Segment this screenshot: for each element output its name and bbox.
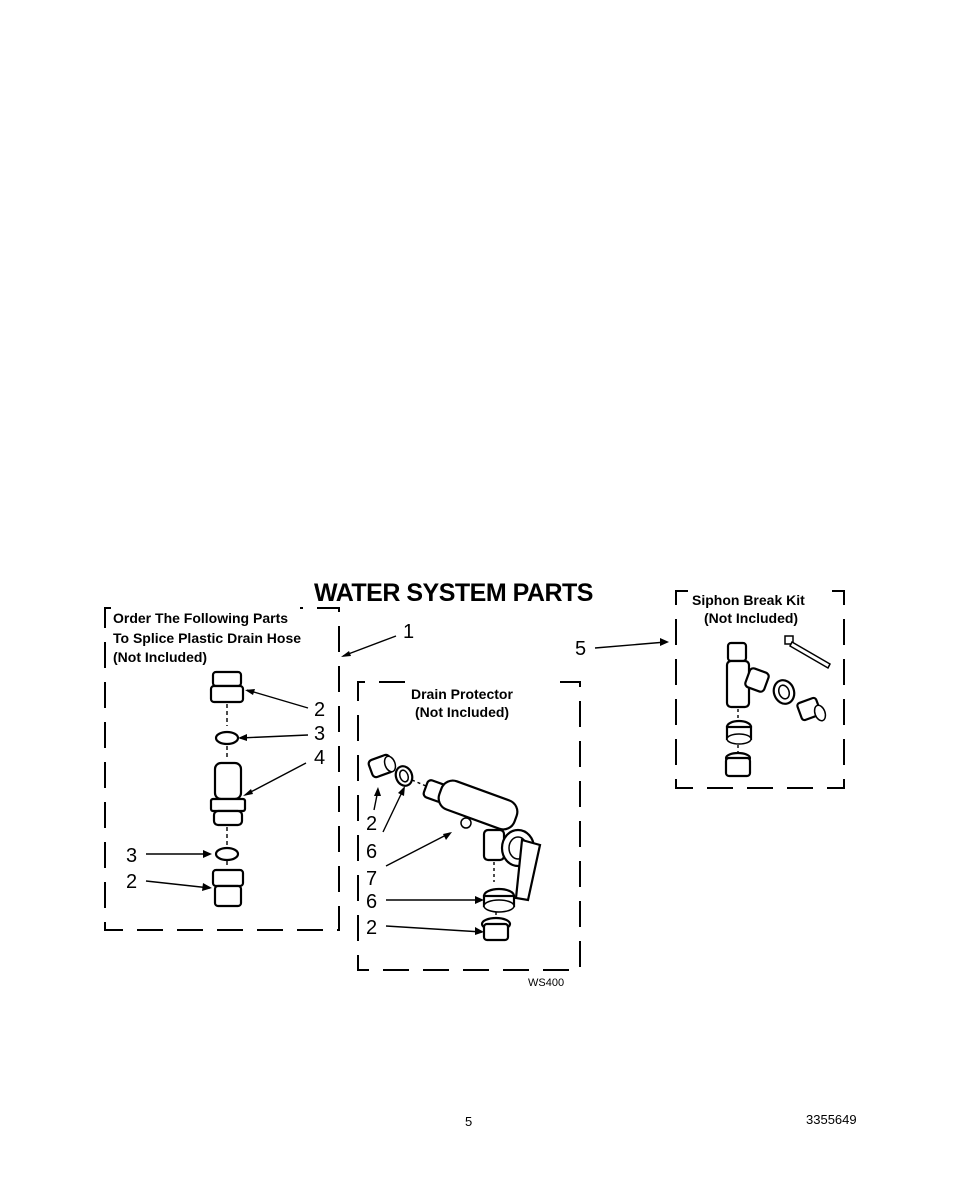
arrowhead [374,787,381,796]
arrowhead [443,832,452,840]
diagram-title: WATER SYSTEM PARTS [314,579,593,607]
callout-drain-bottom-nut: 6 [366,891,378,913]
callout-splice-box: 1 [403,621,415,643]
siphon-box-line2: (Not Included) [704,610,799,626]
arrowhead [475,927,484,935]
siphon-side-nut [770,677,797,706]
siphon-box-line1: Siphon Break Kit [692,592,805,608]
splice-bottom-clamp [216,848,238,868]
leader-splice-connector [245,763,306,795]
drain-box-line2: (Not Included) [415,704,510,720]
leader-drain-bottom-cap [386,926,482,932]
arrowhead [475,896,484,904]
arrowhead [245,689,255,695]
drain-box-line1: Drain Protector [411,686,513,702]
splice-box-line2: To Splice Plastic Drain Hose [113,630,302,646]
leader-splice-top-clamp [240,735,308,738]
arrowhead [203,850,212,858]
arrowhead [238,734,247,741]
callout-splice-bottom-fitting: 2 [126,871,138,893]
drain-protector-box [358,682,580,989]
callout-drain-left-cap: 2 [366,813,378,835]
splice-top-fitting [211,672,243,726]
leader-splice-box [343,636,396,656]
callout-splice-top-fitting: 2 [314,699,326,721]
siphon-cable-tie [785,636,830,668]
document-number: 3355649 [806,1112,857,1127]
callout-splice-connector: 4 [314,747,326,769]
splice-box-line1: Order The Following Parts [113,610,289,626]
siphon-break-kit-box [676,591,844,788]
callout-drain-left-nut: 6 [366,841,378,863]
callout-splice-top-clamp: 3 [314,723,326,745]
leader-siphon-kit [595,642,666,648]
leader-drain-body [386,833,450,866]
siphon-tee [727,643,770,720]
splice-box-line3: (Not Included) [113,649,208,665]
siphon-cap [726,753,750,776]
splice-bottom-fitting [213,870,243,906]
arrowhead [660,638,669,646]
figure-code: WS400 [528,977,565,989]
splice-parts-box [105,608,339,930]
arrowhead [243,789,253,796]
leader-splice-top-fitting [247,690,308,708]
callout-siphon-kit: 5 [575,638,587,660]
arrowhead [202,883,212,891]
splice-connector [211,763,245,846]
siphon-nut [727,721,751,752]
callout-drain-body: 7 [366,868,378,890]
leader-splice-bottom-fitting [146,881,210,888]
drain-left-nut [393,764,415,788]
arrowhead [398,786,405,796]
callout-drain-bottom-cap: 2 [366,917,378,939]
leader-drain-left-nut [383,788,404,832]
page-number: 5 [465,1114,473,1129]
arrowhead [341,651,351,657]
drain-protector-body [412,777,540,900]
callout-splice-bottom-clamp: 3 [126,845,138,867]
drain-left-cap [368,754,398,778]
splice-top-clamp [216,732,238,760]
drain-bottom-nut [484,889,514,918]
drain-bottom-cap [482,918,510,940]
siphon-side-adapter [797,697,828,722]
